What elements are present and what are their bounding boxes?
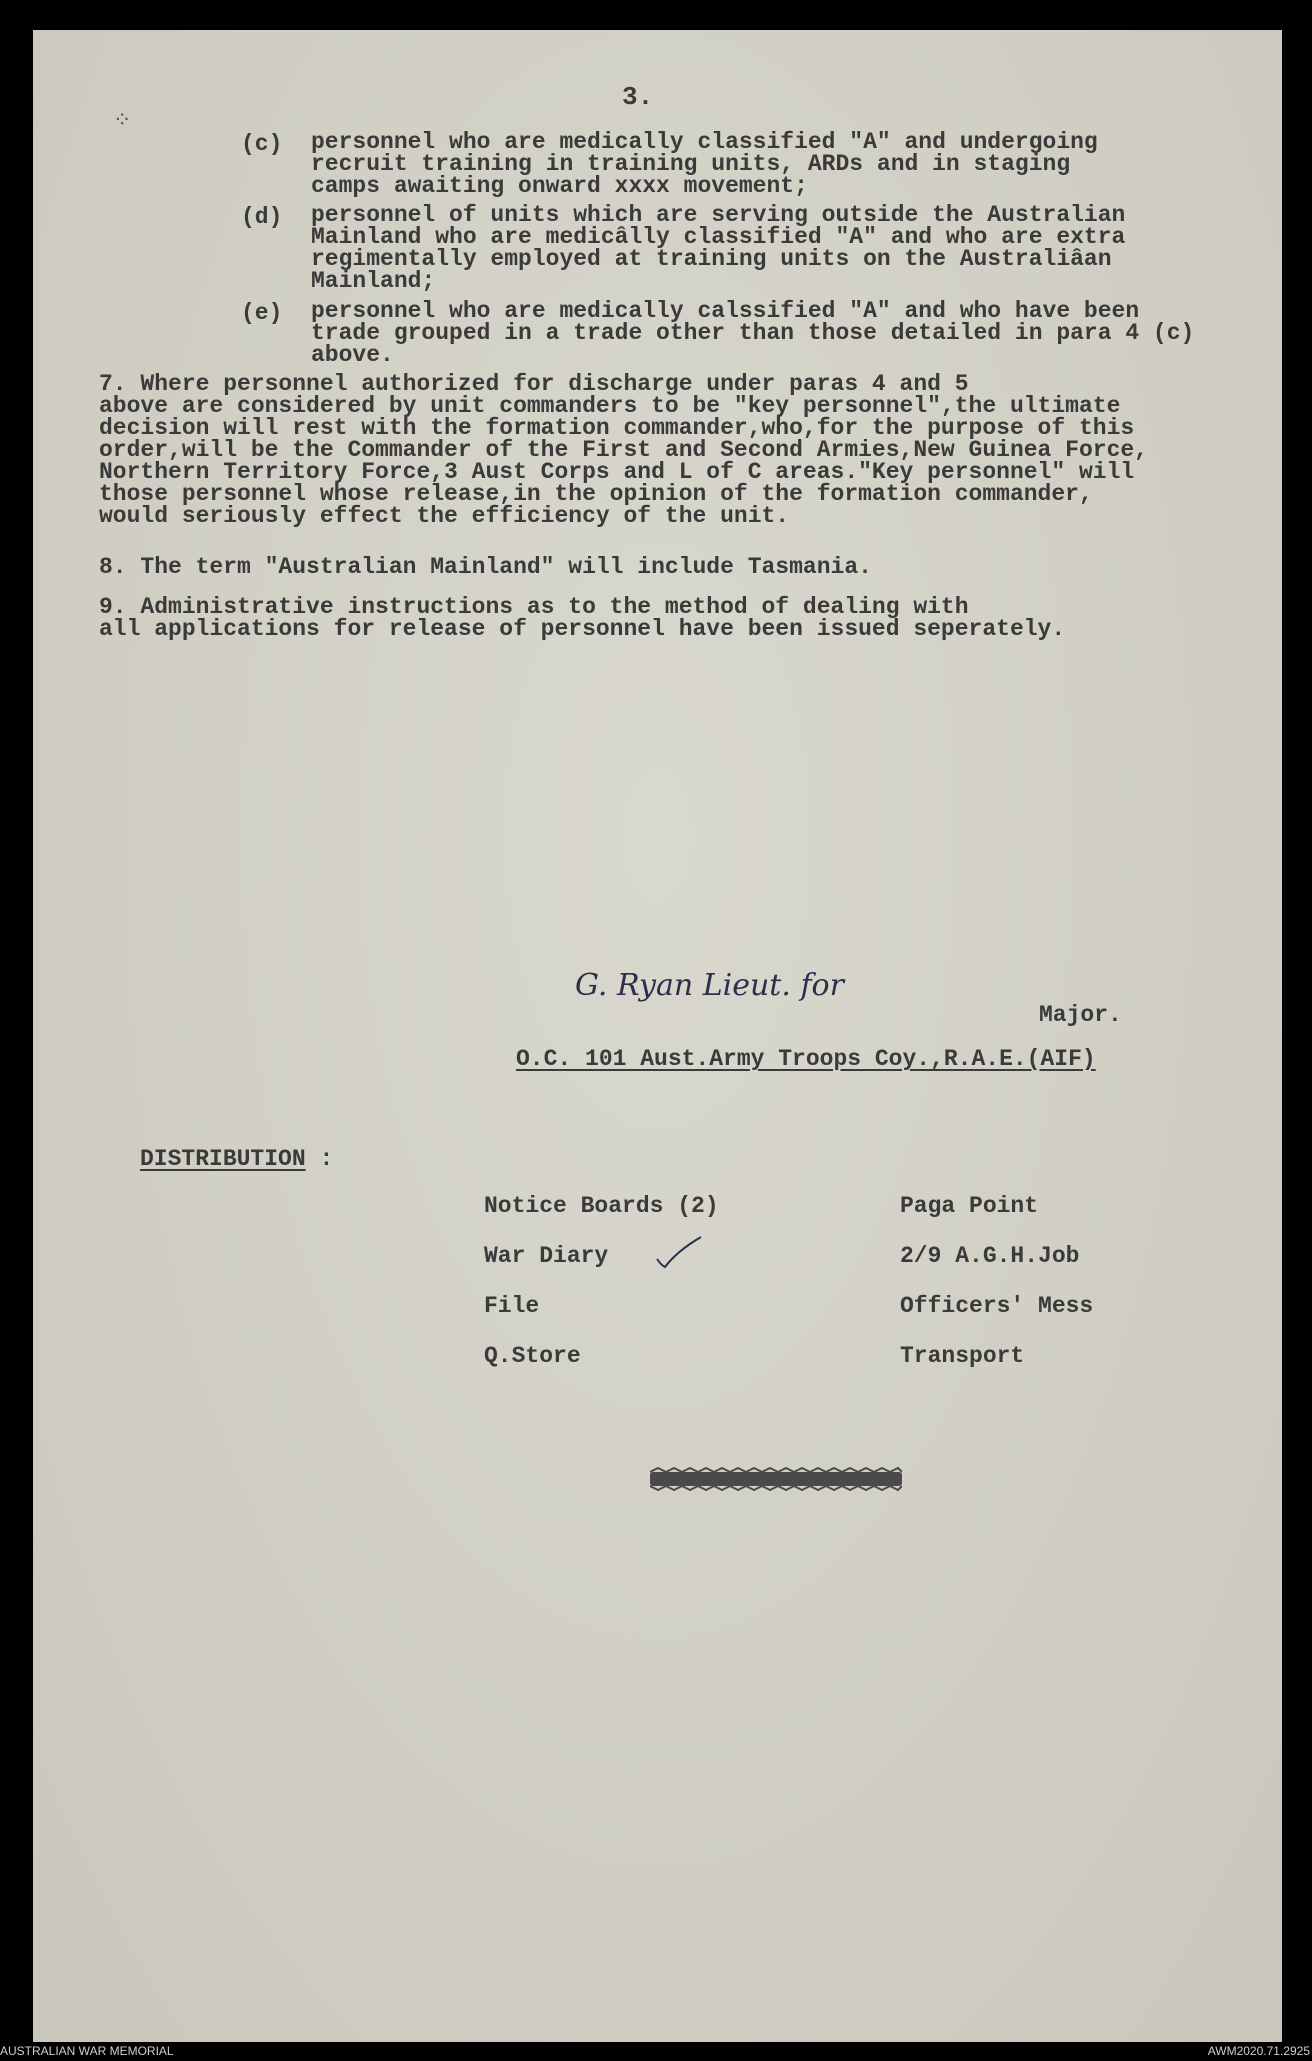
distribution-item: Officers' Mess <box>900 1293 1094 1319</box>
item-text-c: personnel who are medically classified "A" and undergoing recruit training in training units, ARDs and in staging camps awaiting onward xxxx movement; <box>311 129 1098 199</box>
signatory-title: O.C. 101 Aust.Army Troops Coy.,R.A.E.(AIF) <box>516 1046 1096 1072</box>
pencil-mark-icon: ⁘ <box>113 109 132 134</box>
struck-out-line-icon <box>650 1466 902 1492</box>
item-label-c: (c) <box>241 131 283 157</box>
distribution-item: Q.Store <box>484 1343 581 1369</box>
item-label-e: (e) <box>241 300 283 326</box>
tick-mark-icon <box>655 1235 705 1270</box>
footer-institution: AUSTRALIAN WAR MEMORIAL <box>0 2044 174 2058</box>
signatory-rank: Major. <box>1039 1002 1122 1028</box>
page-number: 3. <box>622 82 654 112</box>
distribution-list-right <box>900 1193 1093 1393</box>
footer-accession-number: AWM2020.71.2925 <box>1207 2044 1310 2058</box>
distribution-item: File <box>484 1293 540 1319</box>
distribution-item: Transport <box>900 1343 1025 1369</box>
signature-text: G. Ryan Lieut. for <box>575 968 844 1003</box>
distribution-heading-text: DISTRIBUTION <box>140 1146 306 1172</box>
distribution-item: 2/9 A.G.H.Job <box>900 1243 1080 1269</box>
item-label-d: (d) <box>241 204 283 230</box>
distribution-item: Notice Boards (2) <box>484 1193 719 1219</box>
distribution-item: War Diary <box>484 1243 609 1269</box>
distribution-heading-colon: : <box>305 1146 334 1172</box>
paragraph-8: 8. The term "Australian Mainland" will include Tasmania. <box>99 554 872 580</box>
distribution-item: Paga Point <box>900 1193 1039 1219</box>
distribution-list-left <box>484 1193 719 1393</box>
paragraph-9: 9. Administrative instructions as to the method of dealing with all applications for release of personnel have been issued seperately. <box>99 594 1066 642</box>
distribution-heading <box>140 1146 333 1172</box>
item-text-d: personnel of units which are serving outside the Australian Mainland who are medicâlly classified "A" and who are extra regimentally employed at training units on the Australiâan Mainland; <box>311 202 1126 294</box>
item-text-e: personnel who are medically calssified "A" and who have been trade grouped in a trade other than those detailed in para 4 (c) above. <box>311 298 1195 368</box>
paragraph-7: 7. Where personnel authorized for discharge under paras 4 and 5 above are considered by unit commanders to be "key personnel",the ultimate decision will rest with the formation commander,who,for the purpose of this order,will be the Commander of the First and Second Armies,New Guinea Force, Northern Territory Force,3 Aust Corps and L of C areas."Key personnel" will those personnel whose release,in the opinion of the formation commander, would seriously effect the efficiency of the unit. <box>99 371 1148 529</box>
